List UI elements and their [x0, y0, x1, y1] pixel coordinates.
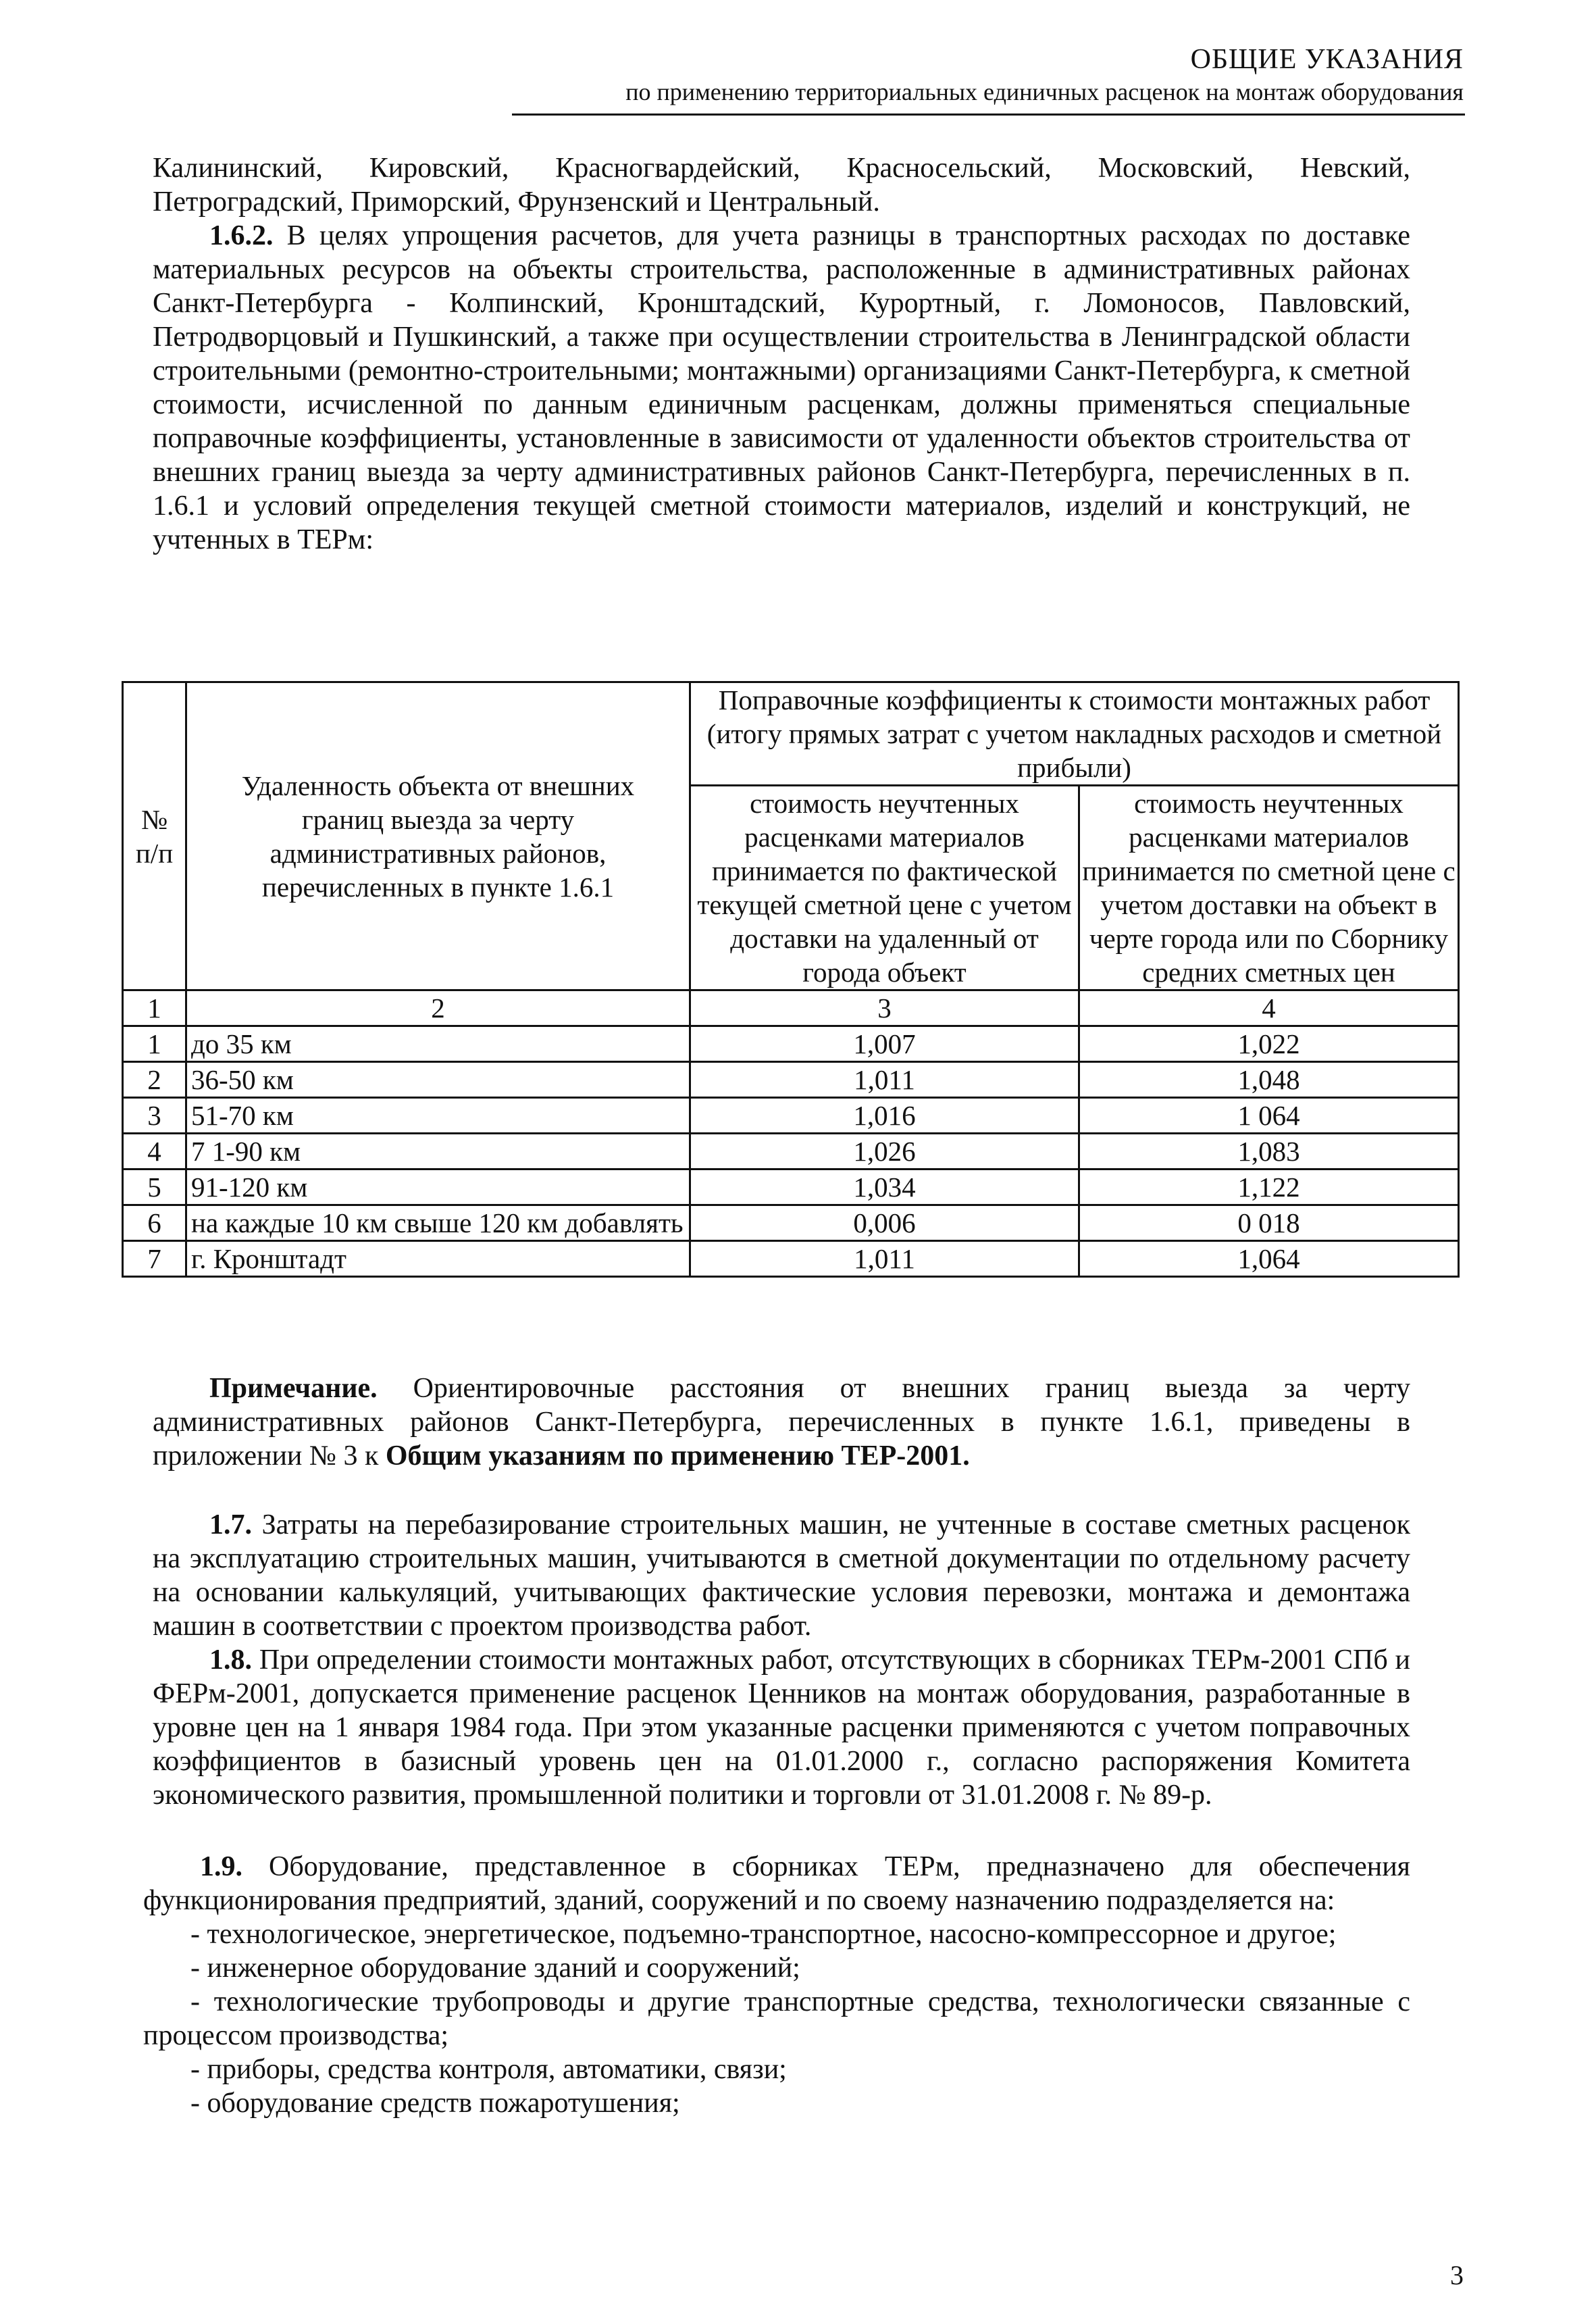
row-distance: 36-50 км — [186, 1062, 690, 1098]
row-coef-actual: 1,016 — [690, 1098, 1079, 1134]
header-title: ОБЩИЕ УКАЗАНИЯ — [1190, 44, 1464, 75]
row-distance: 91-120 км — [186, 1169, 690, 1205]
row-distance: до 35 км — [186, 1026, 690, 1062]
paragraph-number: 1.8. — [209, 1644, 252, 1676]
colnum-2: 2 — [186, 990, 690, 1026]
paragraph-number: 1.6.2. — [209, 220, 274, 251]
colnum-1: 1 — [123, 990, 186, 1026]
row-number: 5 — [123, 1169, 186, 1205]
row-coef-actual: 1,007 — [690, 1026, 1079, 1062]
table-row — [123, 1098, 1459, 1134]
paragraph-1-6-2 — [153, 219, 1410, 557]
paragraph-1-8 — [153, 1643, 1410, 1812]
running-header — [625, 42, 1464, 107]
row-number: 7 — [123, 1241, 186, 1277]
paragraph-district-list: Калининский, Кировский, Красногвардейский, Красносельский, Московский, Невский, Петроградский, Приморский, Фрунзенский и Центральный. — [153, 153, 1410, 218]
table-row — [123, 1169, 1459, 1205]
paragraph-1-7 — [153, 1508, 1410, 1643]
colnum-3: 3 — [690, 990, 1079, 1026]
page-number: 3 — [1450, 2260, 1464, 2290]
note-block — [153, 1372, 1410, 1473]
paragraph-number: 1.7. — [209, 1509, 252, 1540]
header-rule — [512, 114, 1465, 116]
row-distance: г. Кронштадт — [186, 1241, 690, 1277]
row-number: 2 — [123, 1062, 186, 1098]
row-number: 1 — [123, 1026, 186, 1062]
table-row — [123, 1241, 1459, 1277]
row-number: 6 — [123, 1205, 186, 1241]
list-item: - оборудование средств пожаротушения; — [190, 2088, 680, 2119]
paragraph-text: Затраты на перебазирование строительных машин, не учтенные в составе сметных расценок на эксплуатацию строительных машин, учитываются в сметной документации по отдельному расчету на основании калькуляций, учитывающих фактические условия перевозки, монтажа и демонтажа машин в соответствии с проектом производства работ. — [153, 1509, 1411, 1642]
table-row — [123, 1134, 1459, 1169]
paragraph-text: Оборудование, представленное в сборниках ТЕРм, предназначено для обеспечения функционирования предприятий, зданий, сооружений и по своему назначению подразделяется на: — [143, 1851, 1410, 1916]
note-text: Ориентировочные расстояния от внешних границ выезда за черту административных районов Санкт-Петербурга, перечисленных в пункте 1.6.1, приведены в приложении № 3 к — [153, 1373, 1410, 1472]
note-label: Примечание. — [209, 1373, 378, 1404]
header-col4: стоимость неучтенных расценками материалов принимается по сметной цене с учетом доставки на объект в черте города или по Сборнику средних сметных цен — [1079, 786, 1459, 990]
list-item: - инженерное оборудование зданий и сооружений; — [190, 1953, 800, 1984]
row-distance: 51-70 км — [186, 1098, 690, 1134]
colnum-4: 4 — [1079, 990, 1459, 1026]
row-distance: на каждые 10 км свыше 120 км добавлять — [186, 1205, 690, 1241]
row-coef-actual: 1,026 — [690, 1134, 1079, 1169]
coefficient-table — [122, 681, 1460, 1278]
header-subtitle: по применению территориальных единичных расценок на монтаж оборудования — [625, 78, 1464, 105]
row-coef-actual: 1,011 — [690, 1062, 1079, 1098]
header-col3: стоимость неучтенных расценками материалов принимается по фактической текущей сметной цене с учетом доставки на удаленный от города объект — [690, 786, 1079, 990]
header-num: № п/п — [123, 682, 186, 990]
row-coef-estimate: 1,064 — [1079, 1241, 1459, 1277]
row-coef-actual: 0,006 — [690, 1205, 1079, 1241]
paragraph-text: В целях упрощения расчетов, для учета разницы в транспортных расходах по доставке материальных ресурсов на объекты строительства, расположенные в административных районах Санкт-Петербурга - Колпинский, Кронштадский, Курортный, г. Ломоносов, Павловский, Петродворцовый и Пушкинский, а также при осуществлении строительства в Ленинградской области строительными (ремонтно-строительными; монтажными) организациями Санкт-Петербурга, к сметной стоимости, исчисленной по данным единичным расценкам, должны применяться специальные поправочные коэффициенты, установленные в зависимости от удаленности объектов строительства от внешних границ выезда за черту административных районов Санкт-Петербурга, перечисленных в п. 1.6.1 и условий определения текущей сметной стоимости материалов, изделий и конструкций, не учтенных в ТЕРм: — [153, 220, 1411, 555]
row-coef-estimate: 1,122 — [1079, 1169, 1459, 1205]
table-row — [123, 1062, 1459, 1098]
row-coef-actual: 1,011 — [690, 1241, 1079, 1277]
note-paragraph — [153, 1372, 1410, 1473]
row-coef-estimate: 1,048 — [1079, 1062, 1459, 1098]
note-reference: Общим указаниям по применению ТЕР-2001. — [385, 1440, 970, 1472]
header-distance: Удаленность объекта от внешних границ выезда за черту административных районов, перечисленных в пункте 1.6.1 — [186, 682, 690, 990]
column-numbering-row — [123, 990, 1459, 1026]
list-item: - приборы, средства контроля, автоматики, связи; — [190, 2054, 787, 2085]
body-text — [153, 1508, 1410, 1812]
row-coef-actual: 1,034 — [690, 1169, 1079, 1205]
row-coef-estimate: 1,083 — [1079, 1134, 1459, 1169]
intro-text — [153, 151, 1410, 557]
table-row — [123, 1026, 1459, 1062]
row-number: 3 — [123, 1098, 186, 1134]
row-coef-estimate: 1,022 — [1079, 1026, 1459, 1062]
table-header-row — [123, 682, 1459, 786]
row-coef-estimate: 1 064 — [1079, 1098, 1459, 1134]
paragraph-number: 1.9. — [200, 1851, 242, 1882]
header-coefficients: Поправочные коэффициенты к стоимости монтажных работ (итогу прямых затрат с учетом накладных расходов и сметной прибыли) — [690, 682, 1459, 786]
paragraph-text: При определении стоимости монтажных работ, отсутствующих в сборниках ТЕРм-2001 СПб и ФЕРм-2001, допускается применение расценок Ценников на монтаж оборудования, разработанные в уровне цен на 1 января 1984 года. При этом указанные расценки применяются с учетом поправочных коэффициентов в базисный уровень цен на 01.01.2000 г., согласно распоряжения Комитета экономического развития, промышленной политики и торговли от 31.01.2008 г. № 89-р. — [153, 1644, 1411, 1811]
list-item: - технологические трубопроводы и другие транспортные средства, технологически связанные с процессом производства; — [143, 1986, 1410, 2051]
paragraph-1-9 — [143, 1850, 1410, 1917]
equipment-section — [143, 1850, 1410, 2120]
table-row — [123, 1205, 1459, 1241]
list-item: - технологическое, энергетическое, подъемно-транспортное, насосно-компрессорное и другое; — [190, 1919, 1337, 1950]
row-distance: 7 1-90 км — [186, 1134, 690, 1169]
row-number: 4 — [123, 1134, 186, 1169]
row-coef-estimate: 0 018 — [1079, 1205, 1459, 1241]
